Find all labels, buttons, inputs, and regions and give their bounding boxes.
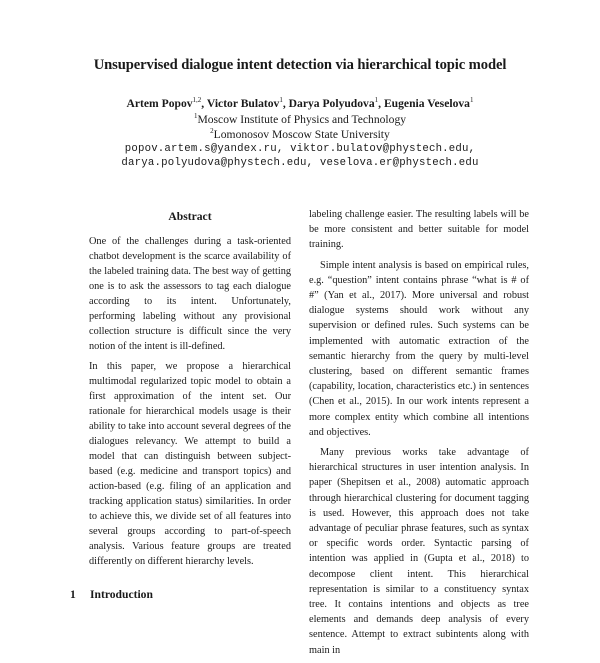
author-affiliation-mark: 1 xyxy=(279,96,283,104)
abstract-paragraph: One of the challenges during a task-oriented chatbot development is the scarce availability of the labeled training data. The best way of getting one is to ask the assessors to tag each dialogue according to its intent. Unfortunately, performing labeling without any provisional collection structure is difficult since the very notion of the intent is ill-defined. xyxy=(89,236,291,352)
abstract-paragraph: In this paper, we propose a hierarchical multimodal regularized topic model to obtain a first approximation of the intent set. Our rationale for hierarchical models usage is their ability to take into account several degrees of the dialogues relevancy. We attempt to build a model that can distinguish between subject-based (e.g. medicine and transport topics) and action-based (e.g. filing of an application and tracking application status) similarities. In order to achieve this, we divide set of all features into several groups according to part-of-speech analysis. Various feature groups are treated differently on different hierarchy levels. xyxy=(89,361,291,567)
email-line: darya.polyudova@phystech.edu, veselova.er@phystech.edu xyxy=(121,157,479,169)
abstract-body xyxy=(89,234,291,574)
author-name: Victor Bulatov xyxy=(206,96,280,110)
paper-title: Unsupervised dialogue intent detection via hierarchical topic model xyxy=(93,57,507,73)
author-affiliation-mark: 1 xyxy=(469,96,474,104)
affiliation-name: Moscow Institute of Physics and Technology xyxy=(197,112,407,126)
author-affiliation-mark: 1 xyxy=(374,96,379,104)
author-name: Darya Polyudova xyxy=(288,96,375,110)
abstract-heading: Abstract xyxy=(168,210,212,223)
body-paragraph: labeling challenge easier. The resulting labels will be be more consistent and better suitable for model training. xyxy=(309,209,529,251)
section-number: 1 xyxy=(70,588,76,601)
right-column xyxy=(309,207,529,663)
section-heading xyxy=(70,588,310,601)
author-name: Eugenia Veselova xyxy=(383,96,470,110)
author-name: Artem Popov xyxy=(126,96,193,110)
affiliation xyxy=(0,127,600,141)
body-paragraph: Simple intent analysis is based on empirical rules, e.g. “question” intent contains phrase “what is # of #” (Yan et al., 2017). More universal and robust dialogue systems should work without any supervision or defined rules. Such systems can be implemented with automatic extraction of the semantic hierarchy from the query by multi-level clustering, based on different semantic frames (capability, location, characteristics etc.) in sentences (Chen et al., 2015). In our work intents represent a more complex entity which combine all intentions and objectives. xyxy=(309,259,529,438)
author-list: Artem Popov$^{1,2}$, Victor Bulatov$^1$, Darya Polyudova$^1$, Eugenia Veselova$^1$ xyxy=(126,96,474,110)
body-paragraph: Many previous works take advantage of hierarchical structures in user intention analysis. In paper (Shepitsen et al., 2008) automatic approach through hierarchical clustering for document tagging is used. However, this approach does not take advantage of peculiar phrase features, such as syntax or specific words order. Syntactic parsing of intention was applied in (Gupta et al., 2018) to decompose client intent. This hierarchical representation is similar to a constituency syntax tree. It contains intentions and objects as tree elements and demands deep analysis of every sentence. Attempt to extract subintents along with main in xyxy=(309,447,529,656)
email-line: popov.artem.s@yandex.ru, viktor.bulatov@phystech.edu, xyxy=(124,143,476,155)
affiliation xyxy=(0,112,600,126)
affiliation-mark: 2 xyxy=(210,127,214,135)
affiliation-name: Lomonosov Moscow State University xyxy=(213,127,390,141)
affiliation-mark: 1 xyxy=(193,112,198,120)
section-title: Introduction xyxy=(90,588,153,601)
author-affiliation-mark: 1,2 xyxy=(192,96,202,104)
